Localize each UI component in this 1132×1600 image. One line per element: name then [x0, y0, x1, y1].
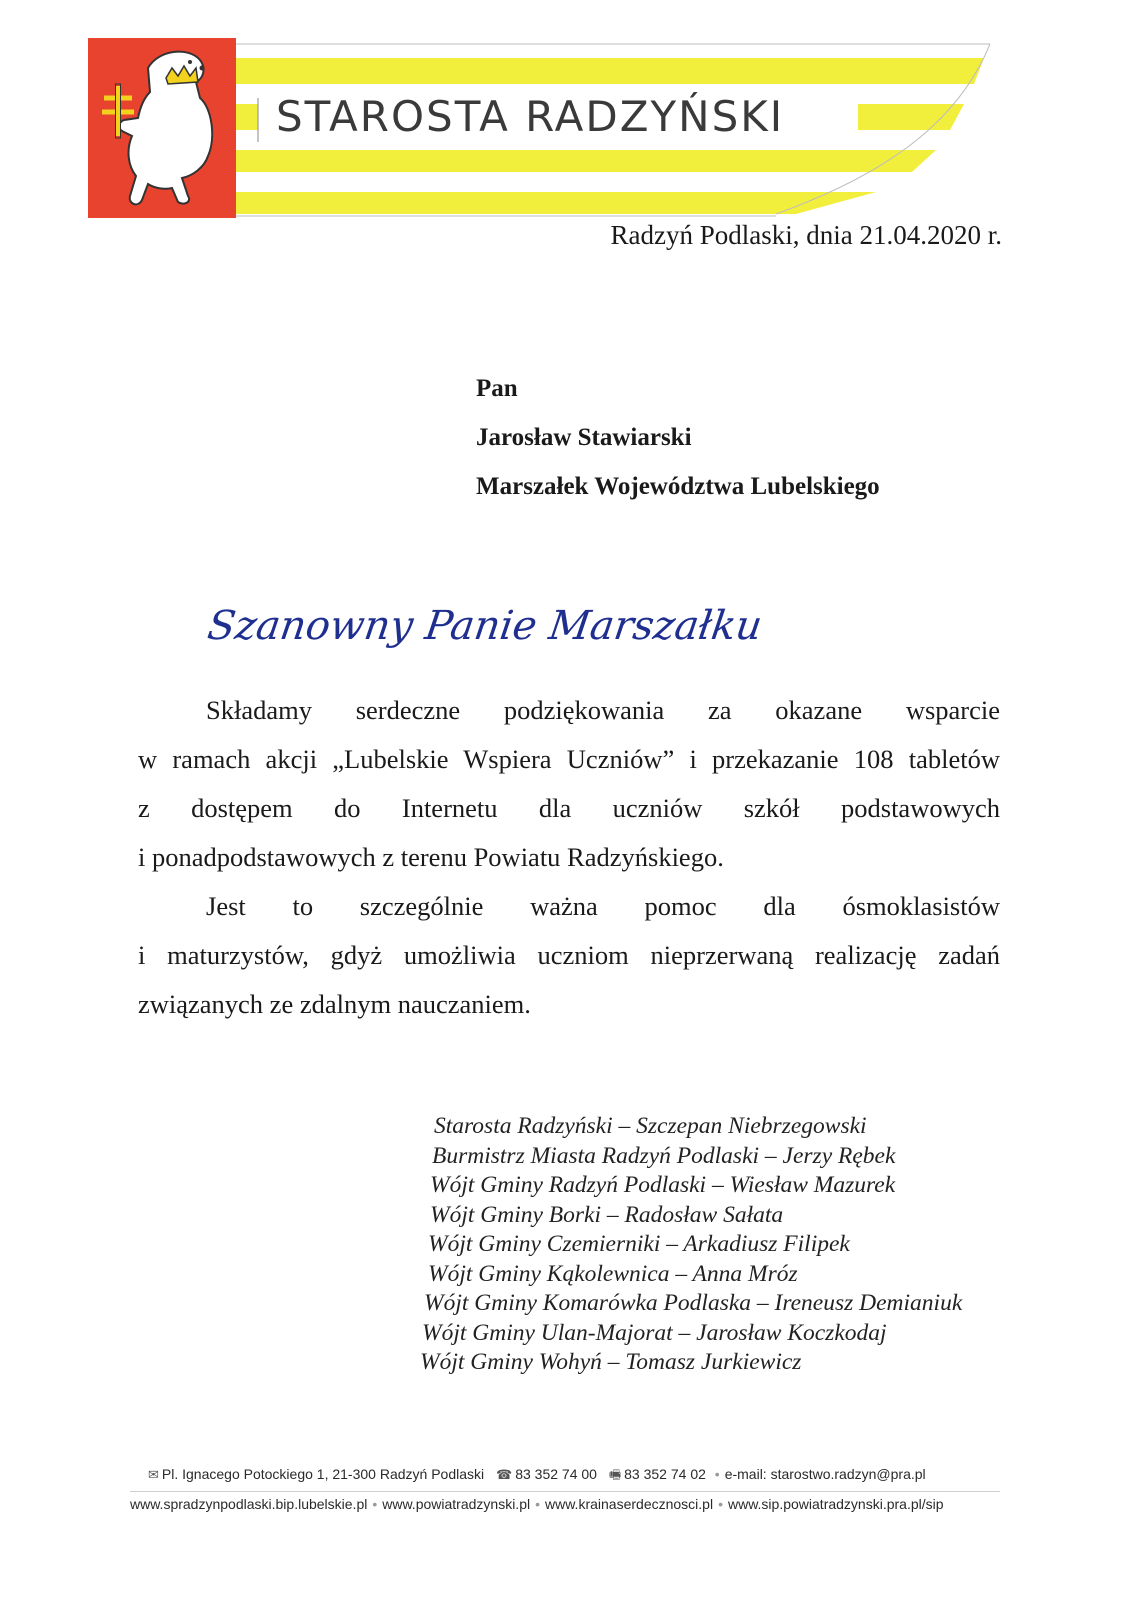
body-line: Jest to szczególnie ważna pomoc dla ósmoklasistów	[206, 891, 1000, 921]
footer-phone: 83 352 74 00	[515, 1466, 597, 1482]
signatory: Wójt Gminy Ulan-Majorat – Jarosław Koczkodaj	[422, 1319, 887, 1346]
letter-body	[138, 686, 1000, 1029]
footer-link[interactable]: www.krainaserdecznosci.pl	[545, 1496, 714, 1512]
recipient-title: Pan	[476, 375, 518, 402]
dot-separator: •	[714, 1466, 720, 1482]
dot-separator: •	[372, 1496, 378, 1512]
recipient-block	[476, 364, 1016, 511]
body-line: i maturzystów, gdyż umożliwia uczniom nieprzerwaną realizację zadań	[138, 940, 1000, 970]
signatory: Starosta Radzyński – Szczepan Niebrzegowski	[434, 1113, 867, 1139]
recipient-name: Jarosław Stawiarski	[476, 424, 692, 451]
envelope-icon: ✉	[148, 1467, 159, 1482]
date-line: Radzyń Podlaski, dnia 21.04.2020 r.	[610, 220, 1002, 250]
letterhead-title: STAROSTA RADZYŃSKI	[276, 92, 785, 141]
body-line: związanych ze zdalnym nauczaniem.	[138, 989, 531, 1019]
footer-links-row	[130, 1496, 1000, 1512]
footer-divider	[130, 1491, 1000, 1492]
footer	[130, 1466, 1000, 1512]
footer-fax: 83 352 74 02	[624, 1466, 706, 1482]
body-line: Składamy serdeczne podziękowania za okazane wsparcie	[206, 695, 1000, 725]
signatory: Wójt Gminy Kąkolewnica – Anna Mróz	[428, 1260, 798, 1287]
footer-contact-row	[130, 1466, 1000, 1488]
recipient-position: Marszałek Województwa Lubelskiego	[476, 473, 880, 500]
footer-email[interactable]: e-mail: starostwo.radzyn@pra.pl	[724, 1466, 926, 1482]
body-line: w ramach akcji „Lubelskie Wspiera Uczniów” i przekazanie 108 tabletów	[138, 744, 1000, 774]
footer-link[interactable]: www.powiatradzynski.pl	[382, 1496, 531, 1512]
handwritten-salutation: Szanowny Panie Marszałku	[204, 603, 765, 649]
signatory: Wójt Gminy Komarówka Podlaska – Ireneusz Demianiuk	[424, 1290, 963, 1316]
signatory: Wójt Gminy Radzyń Podlaski – Wiesław Mazurek	[430, 1172, 896, 1198]
signatory: Burmistrz Miasta Radzyń Podlaski – Jerzy Rębek	[432, 1142, 896, 1169]
footer-address: Pl. Ignacego Potockiego 1, 21-300 Radzyń Podlaski	[161, 1466, 485, 1482]
fax-icon: 🖷	[608, 1467, 622, 1482]
footer-link[interactable]: www.sip.powiatradzynski.pra.pl/sip	[727, 1496, 944, 1512]
body-line: i ponadpodstawowych z terenu Powiatu Radzyńskiego.	[138, 842, 724, 872]
signatory: Wójt Gminy Czemierniki – Arkadiusz Filipek	[428, 1231, 850, 1257]
signatory: Wójt Gminy Wohyń – Tomasz Jurkiewicz	[420, 1349, 802, 1375]
signatories-list	[420, 1112, 1020, 1378]
signatory: Wójt Gminy Borki – Radosław Sałata	[430, 1201, 784, 1228]
footer-link[interactable]: www.spradzynpodlaski.bip.lubelskie.pl	[130, 1496, 368, 1512]
coat-of-arms-logo	[88, 38, 236, 218]
bear-crest-icon	[88, 38, 236, 218]
body-line: z dostępem do Internetu dla uczniów szkół podstawowych	[138, 793, 1000, 823]
phone-icon: ☎	[496, 1467, 513, 1482]
dot-separator: •	[535, 1496, 540, 1512]
dot-separator: •	[718, 1496, 723, 1512]
